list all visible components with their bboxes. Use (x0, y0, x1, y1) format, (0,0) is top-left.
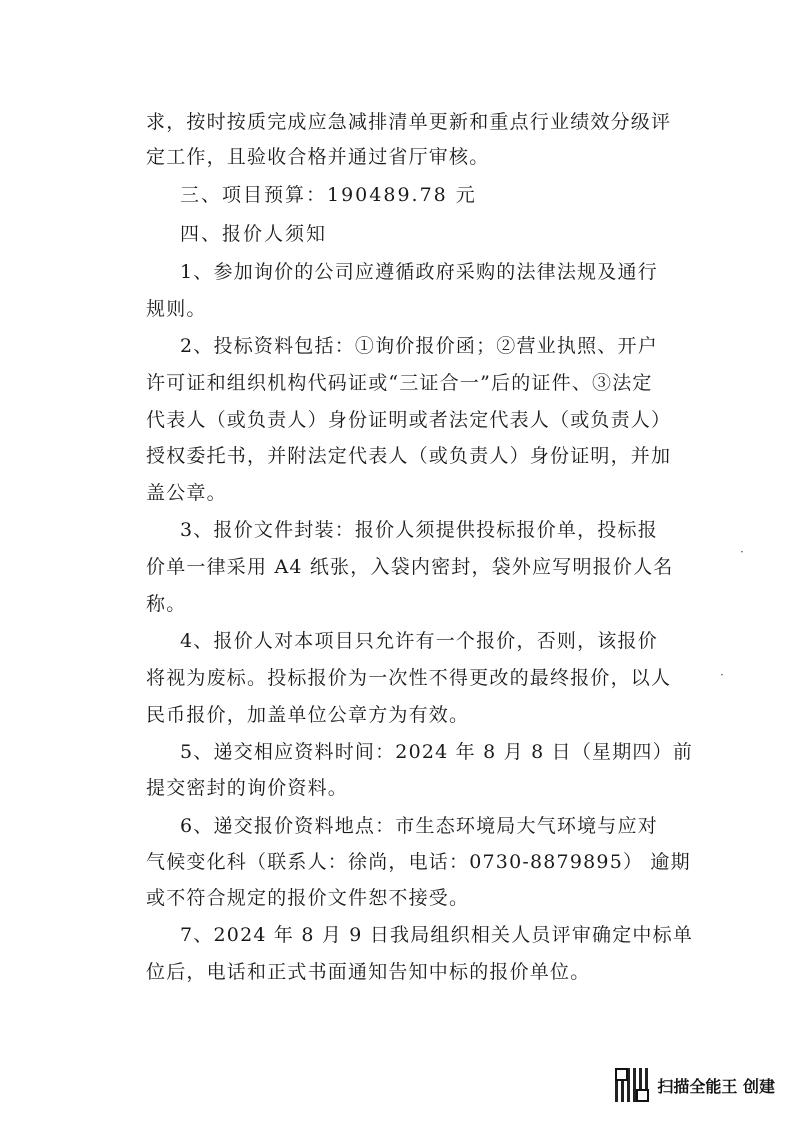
scan-speck: · (740, 545, 744, 559)
text-line-17: 民币报价，加盖单位公章方为有效。 (146, 704, 470, 726)
text-line-6: 规则。 (146, 298, 207, 320)
text-line-11: 盖公章。 (146, 482, 227, 504)
text-line-9: 代表人（或负责人）身份证明或者法定代表人（或负责人） (146, 409, 672, 431)
text-line-16: 将视为废标。投标报价为一次性不得更改的最终报价，以人 (146, 667, 672, 689)
text-line-21: 气候变化科（联系人：徐尚，电话：0730-8879895） 逾期 (146, 851, 691, 873)
text-line-23: 7、2024 年 8 月 9 日我局组织相关人员评审确定中标单 (180, 924, 694, 946)
text-line-1: 求，按时按质完成应急减排清单更新和重点行业绩效分级评 (146, 111, 672, 133)
text-line-2: 定工作，且验收合格并通过省厅审核。 (146, 146, 490, 168)
text-line-12: 3、报价文件封装：报价人须提供投标报价单，投标报 (180, 519, 658, 541)
section-budget-heading: 三、项目预算：190489.78 元 (180, 184, 477, 206)
watermark-text: 扫描全能王 创建 (657, 1076, 775, 1096)
scanner-watermark (615, 1068, 775, 1102)
scan-speck: · (720, 668, 724, 682)
text-line-18: 5、递交相应资料时间：2024 年 8 月 8 日（星期四）前 (180, 741, 694, 763)
section-bidder-notice-heading: 四、报价人须知 (180, 223, 328, 245)
text-line-24: 位后，电话和正式书面通知告知中标的报价单位。 (146, 961, 591, 983)
text-line-10: 授权委托书，并附法定代表人（或负责人）身份证明，并加 (146, 445, 672, 467)
text-line-8: 许可证和组织机构代码证或“三证合一”后的证件、③法定 (146, 372, 653, 394)
text-line-14: 称。 (146, 593, 187, 615)
text-line-15: 4、报价人对本项目只允许有一个报价，否则，该报价 (180, 630, 658, 652)
text-line-13: 价单一律采用 A4 纸张，入袋内密封，袋外应写明报价人名 (146, 556, 674, 578)
text-line-19: 提交密封的询价资料。 (146, 777, 349, 799)
text-line-7: 2、投标资料包括：①询价报价函；②营业执照、开户 (180, 335, 658, 357)
qr-code-icon (615, 1068, 649, 1102)
text-line-22: 或不符合规定的报价文件恕不接受。 (146, 887, 470, 909)
text-line-20: 6、递交报价资料地点：市生态环境局大气环境与应对 (180, 815, 658, 837)
text-line-5: 1、参加询价的公司应遵循政府采购的法律法规及通行 (180, 261, 658, 283)
